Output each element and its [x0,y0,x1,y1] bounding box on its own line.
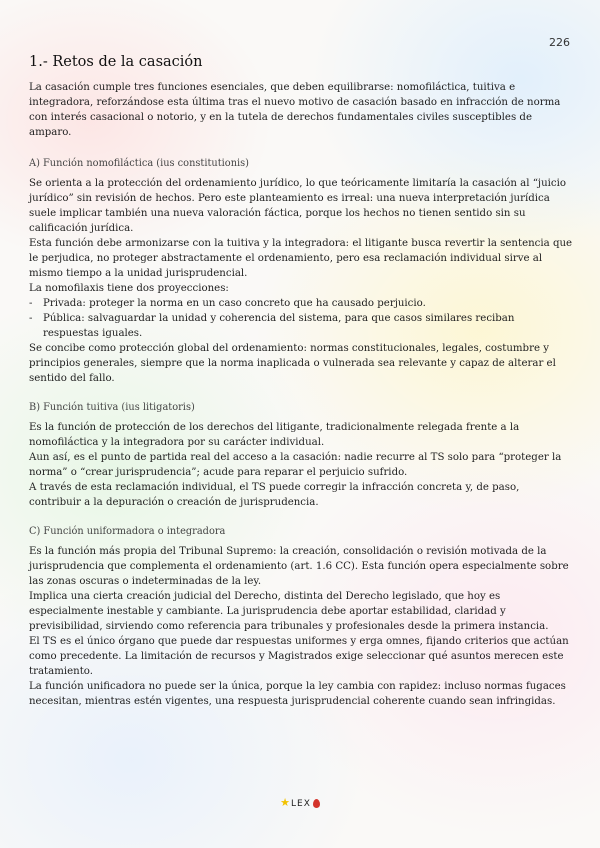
section-uniformadora [29,526,573,709]
footer-logo [0,796,600,809]
paragraph: A través de esta reclamación individual, el TS puede corregir la infracción concreta y, de paso, contribuir a la depuración o creación de jurisprudencia. [29,482,520,508]
paragraph: Aun así, es el punto de partida real del acceso a la casación: nadie recurre al TS solo para “proteger la norma” o “crear jurisprudencia”; acude para reparar el perjuicio sufrido. [29,452,562,478]
section-heading: C) Función uniformadora o integradora [29,526,226,537]
paragraph: Se concibe como protección global del ordenamiento: normas constitucionales, legales, costumbre y principios generales, siempre que la norma inaplicada o vulnerada sea relevante y capaz de alterar el sentido del fallo. [29,343,556,384]
section-heading: B) Función tuitiva (ius litigatoris) [29,402,195,413]
paragraph: Esta función debe armonizarse con la tuitiva y la integradora: el litigante busca revertir la sentencia que le perjudica, no proteger abstractamente el ordenamiento, pero esa reclamación individual sirve al mismo tiempo a la unidad jurisprudencial. [29,238,573,279]
section-heading: A) Función nomofiláctica (ius constitutionis) [29,158,249,169]
drop-icon [313,799,320,808]
paragraph: El TS es el único órgano que puede dar respuestas uniformes y erga omnes, fijando criterios que actúan como precedente. La limitación de recursos y Magistrados exige seleccionar qué asuntos merecen este tratamiento. [29,636,569,677]
list-item-text: Pública: salvaguardar la unidad y coherencia del sistema, para que casos similares reciban respuestas iguales. [43,313,515,339]
projections-list [29,296,573,341]
paragraph: Se orienta a la protección del ordenamiento jurídico, lo que teóricamente limitaría la casación al “juicio jurídico” sin revisión de hechos. Pero este planteamiento es irreal: una nueva interpretación jurídica suele implicar también una nueva valoración fáctica, porque los hechos no tienen sentido sin su calificación jurídica. [29,178,566,234]
paragraph: Es la función de protección de los derechos del litigante, tradicionalmente relegada frente a la nomofiláctica y la integradora por su carácter individual. [29,422,520,448]
page-number: 226 [549,36,570,49]
list-item: - Pública: salvaguardar la unidad y coherencia del sistema, para que casos similares reciban respuestas iguales. [29,313,515,339]
intro-paragraph: La casación cumple tres funciones esenciales, que deben equilibrarse: nomofiláctica, tuitiva e integradora, reforzándose esta última tras el nuevo motivo de casación basado en infracción de norma con interés casacional o notorio, y en la tutela de derechos fundamentales civiles susceptibles de amparo. [29,82,561,138]
document-body [29,54,573,725]
section-nomofilactica [29,158,573,386]
list-item-text: Privada: proteger la norma en un caso concreto que ha causado perjuicio. [43,298,426,309]
star-icon: ★ [280,796,291,809]
logo-text: LEX [291,799,311,809]
paragraph: La función unificadora no puede ser la única, porque la ley cambia con rapidez: incluso normas fugaces necesitan, mientras estén vigentes, una respuesta jurisprudencial coherente cuando sean infringidas. [29,681,566,707]
paragraph: Es la función más propia del Tribunal Supremo: la creación, consolidación o revisión motivada de la jurisprudencia que complementa el ordenamiento (art. 1.6 CC). Esta función opera especialmente sobre las zonas oscuras o indeterminadas de la ley. [29,546,569,587]
section-tuitiva [29,402,573,510]
paragraph: La nomofilaxis tiene dos proyecciones: [29,283,229,294]
list-item: - Privada: proteger la norma en un caso concreto que ha causado perjuicio. [29,298,426,309]
paragraph: Implica una cierta creación judicial del Derecho, distinta del Derecho legislado, que hoy es especialmente inestable y cambiante. La jurisprudencia debe aportar estabilidad, claridad y previsibilidad, sirviendo como referencia para tribunales y profesionales desde la primera instancia. [29,591,549,632]
page-title: 1.- Retos de la casación [29,54,203,70]
